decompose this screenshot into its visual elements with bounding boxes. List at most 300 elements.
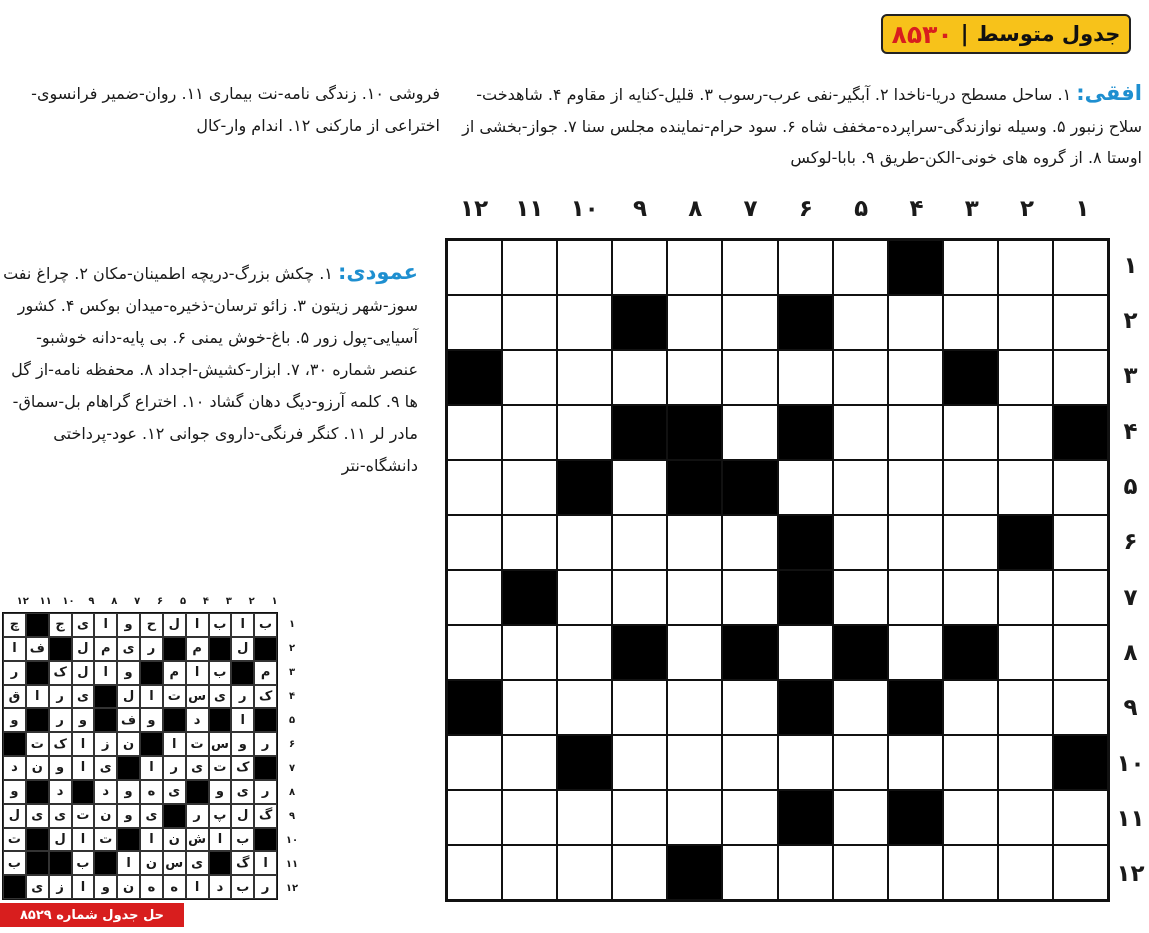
solution-letter: ی — [231, 780, 254, 804]
solution-letter: ک — [49, 732, 72, 756]
empty-cell[interactable] — [722, 515, 777, 570]
empty-cell[interactable] — [447, 845, 502, 900]
column-number: ۳ — [964, 196, 979, 222]
solution-letter: ب — [3, 851, 26, 875]
empty-cell[interactable] — [502, 295, 557, 350]
empty-cell[interactable] — [502, 350, 557, 405]
empty-cell[interactable] — [722, 680, 777, 735]
empty-cell[interactable] — [502, 625, 557, 680]
horizontal-clues-continued — [0, 78, 440, 141]
black-cell — [778, 790, 833, 845]
solution-letter: و — [231, 732, 254, 756]
empty-cell[interactable] — [998, 735, 1053, 790]
solution-black-cell — [254, 828, 277, 852]
solution-letter: و — [72, 708, 95, 732]
solution-black-cell — [26, 708, 49, 732]
black-cell — [612, 625, 667, 680]
solution-letter: ک — [254, 685, 277, 709]
solution-column-number: ۷ — [134, 596, 141, 607]
empty-cell[interactable] — [943, 790, 998, 845]
black-cell — [557, 735, 612, 790]
solution-letter: و — [94, 875, 117, 899]
empty-cell[interactable] — [943, 845, 998, 900]
solution-letter: ل — [163, 613, 186, 637]
empty-cell[interactable] — [667, 350, 722, 405]
column-number: ۱ — [1075, 196, 1090, 222]
solution-letter: ت — [209, 756, 232, 780]
black-cell — [612, 295, 667, 350]
vertical-heading: عمودی: — [337, 260, 418, 284]
empty-cell[interactable] — [833, 515, 888, 570]
empty-cell[interactable] — [447, 570, 502, 625]
black-cell — [447, 680, 502, 735]
solution-letter: ر — [49, 708, 72, 732]
row-number: ۱۲ — [1116, 861, 1145, 888]
empty-cell[interactable] — [722, 790, 777, 845]
solution-letter: چ — [3, 613, 26, 637]
solution-black-cell — [254, 637, 277, 661]
solution-row-number: ۳ — [288, 666, 296, 678]
black-cell — [778, 405, 833, 460]
black-cell — [1053, 735, 1108, 790]
empty-cell[interactable] — [612, 790, 667, 845]
solution-letter: م — [163, 661, 186, 685]
row-number: ۶ — [1123, 529, 1138, 556]
solution-letter: د — [209, 875, 232, 899]
horizontal-clues — [446, 78, 1142, 174]
solution-column-number: ۳ — [225, 596, 232, 607]
empty-cell[interactable] — [447, 405, 502, 460]
empty-cell[interactable] — [502, 680, 557, 735]
empty-cell[interactable] — [502, 515, 557, 570]
solution-letter: د — [186, 708, 209, 732]
empty-cell[interactable] — [612, 845, 667, 900]
column-number: ۲ — [1020, 196, 1035, 222]
solution-black-cell — [26, 661, 49, 685]
empty-cell[interactable] — [1053, 240, 1108, 295]
solution-row-number: ۱۲ — [285, 882, 299, 894]
empty-cell[interactable] — [612, 240, 667, 295]
solution-black-cell — [3, 875, 26, 899]
solution-letter: ه — [140, 875, 163, 899]
empty-cell[interactable] — [447, 295, 502, 350]
row-number: ۹ — [1123, 695, 1138, 722]
solution-letter: و — [117, 613, 140, 637]
solution-column-number: ۸ — [111, 596, 118, 607]
solution-black-cell — [94, 851, 117, 875]
empty-cell[interactable] — [888, 515, 943, 570]
empty-cell[interactable] — [557, 515, 612, 570]
empty-cell[interactable] — [833, 570, 888, 625]
solution-letter: س — [209, 732, 232, 756]
black-cell — [778, 680, 833, 735]
solution-letter: ا — [117, 851, 140, 875]
column-number: ۸ — [688, 196, 703, 222]
solution-column-numbers — [2, 596, 286, 607]
solution-letter: م — [186, 637, 209, 661]
empty-cell[interactable] — [502, 240, 557, 295]
solution-column-number: ۱۰ — [62, 596, 75, 607]
solution-letter: ف — [26, 637, 49, 661]
black-cell — [447, 350, 502, 405]
solution-letter: ا — [72, 732, 95, 756]
empty-cell[interactable] — [833, 295, 888, 350]
empty-cell[interactable] — [1053, 680, 1108, 735]
solution-row-numbers — [280, 612, 304, 900]
solution-grid — [2, 612, 278, 900]
empty-cell[interactable] — [998, 405, 1053, 460]
solution-letter: گ — [254, 804, 277, 828]
horizontal-clues-text: ۱. ساحل مسطح دریا-ناخدا ۲. آبگیر-نفی عرب-رسوب ۳. قلیل-کنایه از مقاوم ۴. شاهدخت-سلاح زنبور ۵. وسیله نوازندگی-سراپرده-مخفف شاه ۶. سود حرام-نماینده مجلس سنا ۷. جواز-بخشی از اوستا ۸. از گروه های خونی-الکن-طریق ۹. بابا-لوکس — [462, 85, 1142, 167]
solution-letter: ی — [140, 804, 163, 828]
empty-cell[interactable] — [943, 460, 998, 515]
solution-column-number: ۹ — [88, 596, 95, 607]
empty-cell[interactable] — [888, 295, 943, 350]
solution-black-cell — [49, 637, 72, 661]
row-number: ۲ — [1123, 307, 1138, 334]
solution-letter: ل — [117, 685, 140, 709]
solution-letter: ن — [117, 875, 140, 899]
empty-cell[interactable] — [557, 295, 612, 350]
crossword-grid — [445, 238, 1110, 902]
empty-cell[interactable] — [998, 790, 1053, 845]
empty-cell[interactable] — [943, 240, 998, 295]
solution-letter: ی — [209, 685, 232, 709]
solution-black-cell — [163, 804, 186, 828]
solution-letter: ج — [49, 613, 72, 637]
empty-cell[interactable] — [998, 295, 1053, 350]
solution-letter: و — [3, 708, 26, 732]
puzzle-number: ۸۵۳۰ — [891, 19, 953, 49]
solution-letter: ل — [72, 661, 95, 685]
solution-letter: ا — [94, 661, 117, 685]
solution-letter: ی — [186, 851, 209, 875]
solution-letter: ق — [3, 685, 26, 709]
empty-cell[interactable] — [888, 845, 943, 900]
solution-letter: ی — [72, 613, 95, 637]
solution-letter: د — [94, 780, 117, 804]
solution-row-number: ۹ — [288, 810, 296, 822]
solution-row-number: ۴ — [288, 690, 296, 702]
solution-letter: و — [117, 780, 140, 804]
solution-black-cell — [26, 851, 49, 875]
solution-letter: ا — [3, 637, 26, 661]
solution-letter: ا — [140, 685, 163, 709]
solution-letter: ل — [72, 637, 95, 661]
solution-column-number: ۲ — [248, 596, 255, 607]
empty-cell[interactable] — [833, 460, 888, 515]
empty-cell[interactable] — [667, 295, 722, 350]
empty-cell[interactable] — [557, 845, 612, 900]
empty-cell[interactable] — [667, 790, 722, 845]
empty-cell[interactable] — [722, 350, 777, 405]
empty-cell[interactable] — [833, 350, 888, 405]
solution-letter: ا — [254, 851, 277, 875]
solution-column-number: ۱۱ — [39, 596, 52, 607]
solution-letter: ی — [26, 804, 49, 828]
empty-cell[interactable] — [778, 350, 833, 405]
solution-row-number: ۲ — [288, 642, 296, 654]
row-number: ۸ — [1123, 639, 1138, 666]
solution-letter: ن — [163, 828, 186, 852]
column-numbers — [446, 196, 1110, 222]
solution-letter: ل — [3, 804, 26, 828]
black-cell — [502, 570, 557, 625]
solution-letter: ت — [163, 685, 186, 709]
solution-row-number: ۵ — [288, 714, 296, 726]
empty-cell[interactable] — [667, 625, 722, 680]
solution-letter: ا — [163, 732, 186, 756]
solution-letter: ا — [140, 828, 163, 852]
empty-cell[interactable] — [778, 735, 833, 790]
empty-cell[interactable] — [888, 350, 943, 405]
empty-cell[interactable] — [1053, 295, 1108, 350]
empty-cell[interactable] — [943, 405, 998, 460]
solution-letter: ر — [254, 875, 277, 899]
horizontal-heading: افقی: — [1076, 81, 1142, 105]
solution-black-cell — [26, 780, 49, 804]
row-number: ۱۰ — [1116, 750, 1145, 777]
solution-letter: ر — [3, 661, 26, 685]
empty-cell[interactable] — [667, 515, 722, 570]
empty-cell[interactable] — [612, 460, 667, 515]
empty-cell[interactable] — [778, 460, 833, 515]
empty-cell[interactable] — [888, 570, 943, 625]
empty-cell[interactable] — [447, 240, 502, 295]
solution-letter: ل — [49, 828, 72, 852]
solution-column-number: ۱ — [271, 596, 278, 607]
empty-cell[interactable] — [943, 570, 998, 625]
solution-letter: ا — [186, 613, 209, 637]
solution-letter: ت — [3, 828, 26, 852]
empty-cell[interactable] — [722, 735, 777, 790]
empty-cell[interactable] — [722, 845, 777, 900]
solution-black-cell — [209, 637, 232, 661]
solution-letter: پ — [209, 804, 232, 828]
empty-cell[interactable] — [1053, 790, 1108, 845]
solution-black-cell — [3, 732, 26, 756]
black-cell — [1053, 405, 1108, 460]
solution-black-cell — [94, 685, 117, 709]
solution-letter: ی — [186, 756, 209, 780]
solution-letter: ز — [49, 875, 72, 899]
empty-cell[interactable] — [888, 735, 943, 790]
row-number: ۱۱ — [1116, 805, 1145, 832]
solution-row-number: ۱۰ — [285, 834, 299, 846]
solution-black-cell — [209, 851, 232, 875]
solution-row-number: ۱ — [288, 618, 296, 630]
empty-cell[interactable] — [833, 790, 888, 845]
empty-cell[interactable] — [943, 295, 998, 350]
empty-cell[interactable] — [833, 845, 888, 900]
solution-letter: ا — [231, 708, 254, 732]
empty-cell[interactable] — [998, 680, 1053, 735]
empty-cell[interactable] — [1053, 845, 1108, 900]
empty-cell[interactable] — [1053, 350, 1108, 405]
empty-cell[interactable] — [557, 240, 612, 295]
solution-black-cell — [254, 708, 277, 732]
solution-letter: ن — [140, 851, 163, 875]
row-number: ۴ — [1123, 418, 1138, 445]
solution-letter: ف — [117, 708, 140, 732]
black-cell — [557, 460, 612, 515]
solution-letter: ه — [140, 780, 163, 804]
empty-cell[interactable] — [502, 845, 557, 900]
empty-cell[interactable] — [557, 680, 612, 735]
empty-cell[interactable] — [778, 625, 833, 680]
empty-cell[interactable] — [1053, 625, 1108, 680]
empty-cell[interactable] — [502, 735, 557, 790]
empty-cell[interactable] — [557, 570, 612, 625]
solution-black-cell — [186, 780, 209, 804]
column-number: ۶ — [798, 196, 813, 222]
horizontal-clues-continued-text: فروشی ۱۰. زندگی نامه-نت بیماری ۱۱. روان-ضمیر فرانسوی-اختراعی از مارکنی ۱۲. اندام وار-کال — [31, 84, 440, 135]
solution-letter: ر — [140, 637, 163, 661]
empty-cell[interactable] — [447, 790, 502, 845]
empty-cell[interactable] — [612, 515, 667, 570]
solution-black-cell — [94, 708, 117, 732]
solution-letter: ی — [72, 685, 95, 709]
empty-cell[interactable] — [667, 240, 722, 295]
solution-letter: ت — [72, 804, 95, 828]
empty-cell[interactable] — [502, 790, 557, 845]
empty-cell[interactable] — [833, 405, 888, 460]
empty-cell[interactable] — [998, 625, 1053, 680]
solution-letter: ا — [186, 875, 209, 899]
solution-black-cell — [49, 851, 72, 875]
empty-cell[interactable] — [447, 460, 502, 515]
solution-letter: ن — [117, 732, 140, 756]
empty-cell[interactable] — [1053, 515, 1108, 570]
empty-cell[interactable] — [833, 680, 888, 735]
empty-cell[interactable] — [888, 405, 943, 460]
solution-letter: و — [140, 708, 163, 732]
puzzle-title — [881, 14, 1131, 54]
empty-cell[interactable] — [722, 405, 777, 460]
empty-cell[interactable] — [998, 845, 1053, 900]
empty-cell[interactable] — [557, 405, 612, 460]
empty-cell[interactable] — [888, 460, 943, 515]
solution-letter: ا — [72, 828, 95, 852]
empty-cell[interactable] — [1053, 570, 1108, 625]
black-cell — [778, 515, 833, 570]
vertical-clues — [0, 256, 418, 482]
empty-cell[interactable] — [557, 790, 612, 845]
black-cell — [667, 460, 722, 515]
empty-cell[interactable] — [612, 350, 667, 405]
solution-black-cell — [163, 708, 186, 732]
solution-letter: ن — [26, 756, 49, 780]
solution-label: حل جدول شماره ۸۵۲۹ — [0, 903, 184, 927]
empty-cell[interactable] — [998, 350, 1053, 405]
solution-letter: ر — [231, 685, 254, 709]
solution-letter: ر — [254, 780, 277, 804]
empty-cell[interactable] — [447, 515, 502, 570]
solution-black-cell — [163, 637, 186, 661]
empty-cell[interactable] — [502, 405, 557, 460]
solution-letter: ا — [94, 613, 117, 637]
solution-letter: ر — [163, 756, 186, 780]
empty-cell[interactable] — [998, 570, 1053, 625]
empty-cell[interactable] — [943, 515, 998, 570]
empty-cell[interactable] — [667, 570, 722, 625]
empty-cell[interactable] — [667, 735, 722, 790]
black-cell — [778, 570, 833, 625]
black-cell — [667, 845, 722, 900]
solution-row-number: ۶ — [288, 738, 296, 750]
solution-letter: و — [3, 780, 26, 804]
empty-cell[interactable] — [447, 625, 502, 680]
empty-cell[interactable] — [447, 735, 502, 790]
empty-cell[interactable] — [557, 625, 612, 680]
solution-letter: ن — [94, 804, 117, 828]
empty-cell[interactable] — [1053, 460, 1108, 515]
empty-cell[interactable] — [998, 460, 1053, 515]
solution-column-number: ۱۲ — [16, 596, 29, 607]
empty-cell[interactable] — [612, 735, 667, 790]
empty-cell[interactable] — [833, 240, 888, 295]
empty-cell[interactable] — [667, 680, 722, 735]
black-cell — [667, 405, 722, 460]
solution-letter: ر — [186, 804, 209, 828]
solution-row-number: ۱۱ — [285, 858, 299, 870]
solution-column-number: ۶ — [157, 596, 164, 607]
empty-cell[interactable] — [722, 240, 777, 295]
solution-letter: ی — [163, 780, 186, 804]
solution-letter: و — [209, 780, 232, 804]
empty-cell[interactable] — [557, 350, 612, 405]
black-cell — [778, 295, 833, 350]
solution-letter: ی — [26, 875, 49, 899]
solution-black-cell — [26, 613, 49, 637]
black-cell — [943, 625, 998, 680]
solution-letter: و — [49, 756, 72, 780]
empty-cell[interactable] — [998, 240, 1053, 295]
column-number: ۱۱ — [515, 196, 544, 222]
empty-cell[interactable] — [778, 240, 833, 295]
empty-cell[interactable] — [943, 735, 998, 790]
empty-cell[interactable] — [612, 680, 667, 735]
solution-letter: ب — [231, 828, 254, 852]
black-cell — [998, 515, 1053, 570]
solution-letter: ب — [209, 613, 232, 637]
black-cell — [833, 625, 888, 680]
black-cell — [888, 680, 943, 735]
empty-cell[interactable] — [612, 570, 667, 625]
row-number: ۵ — [1123, 473, 1138, 500]
column-number: ۱۲ — [460, 196, 489, 222]
solution-black-cell — [140, 732, 163, 756]
empty-cell[interactable] — [888, 625, 943, 680]
solution-black-cell — [209, 708, 232, 732]
row-number: ۳ — [1123, 363, 1138, 390]
row-numbers — [1112, 238, 1149, 902]
empty-cell[interactable] — [722, 295, 777, 350]
solution-letter: ر — [49, 685, 72, 709]
solution-letter: د — [49, 780, 72, 804]
solution-letter: ل — [231, 637, 254, 661]
solution-letter: ا — [140, 756, 163, 780]
empty-cell[interactable] — [943, 680, 998, 735]
column-number: ۹ — [632, 196, 647, 222]
solution-letter: م — [254, 661, 277, 685]
empty-cell[interactable] — [778, 845, 833, 900]
empty-cell[interactable] — [833, 735, 888, 790]
empty-cell[interactable] — [722, 570, 777, 625]
empty-cell[interactable] — [502, 460, 557, 515]
solution-letter: ت — [26, 732, 49, 756]
solution-row-number: ۸ — [288, 786, 296, 798]
